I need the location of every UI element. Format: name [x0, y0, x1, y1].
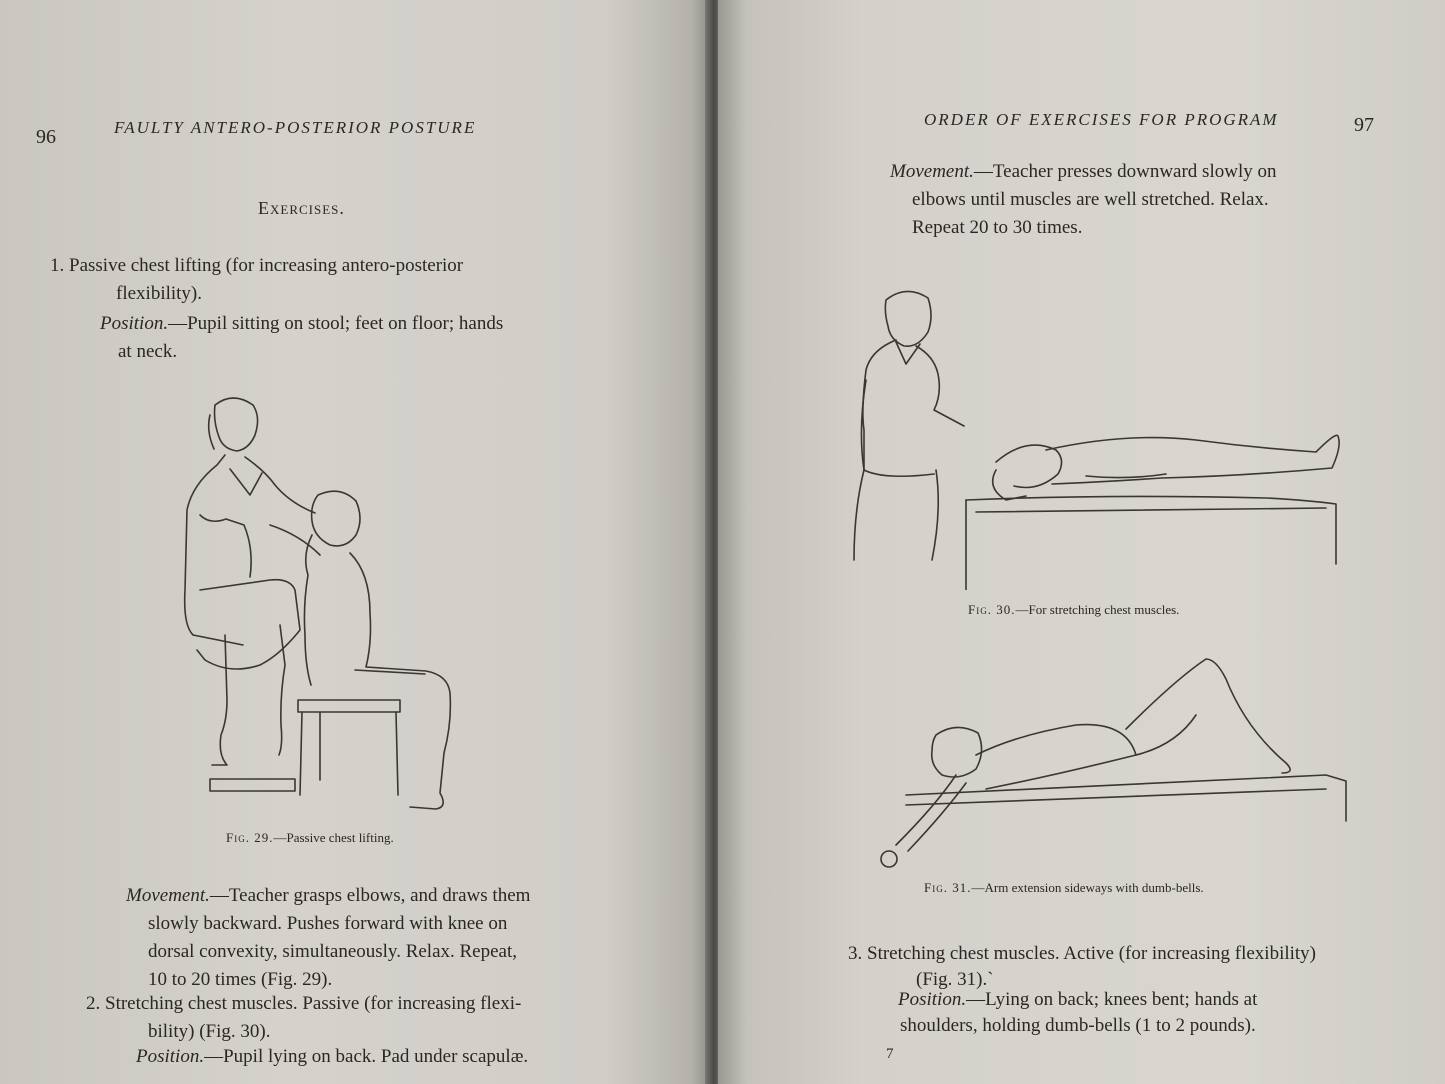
right-page — [718, 0, 1445, 1084]
right-running-head: ORDER OF EXERCISES FOR PROGRAM — [924, 110, 1279, 129]
position-2-label: Position. — [136, 1046, 205, 1067]
item-2-line-1: 2. Stretching chest muscles. Passive (for increasing flexi- — [86, 993, 522, 1014]
position-3-line-2: shoulders, holding dumb-bells (1 to 2 pounds). — [900, 1015, 1256, 1036]
movement-1-line-4: 10 to 20 times (Fig. 29). — [148, 969, 333, 990]
position-1-text: —Pupil sitting on stool; feet on floor; hands — [168, 313, 504, 334]
position-3-text: —Lying on back; knees bent; hands at — [966, 989, 1258, 1010]
position-3-label: Position. — [898, 989, 967, 1010]
position-1-line-1 — [100, 310, 503, 338]
item-2-line-2: bility) (Fig. 30). — [148, 1021, 271, 1042]
figure-31-text: —Arm extension sideways with dumb-bells. — [971, 880, 1204, 895]
right-page-number: 97 — [1354, 114, 1374, 136]
item-3-line-2: (Fig. 31).` — [916, 969, 994, 990]
movement-1-text: —Teacher grasps elbows, and draws them — [209, 885, 531, 906]
figure-30-illustration — [846, 280, 1366, 590]
movement-1-line-3: dorsal convexity, simultaneously. Relax. Repeat, — [148, 941, 518, 962]
figure-29-illustration — [170, 385, 500, 810]
movement-2-text: —Teacher presses downward slowly on — [973, 161, 1277, 182]
figure-29-caption — [226, 830, 394, 846]
figure-29-text: —Passive chest lifting. — [273, 830, 394, 845]
position-2-line — [136, 1043, 528, 1071]
figure-31-illustration — [846, 655, 1366, 880]
figure-30-label: Fig. 30. — [968, 602, 1016, 617]
movement-1-line-1 — [126, 882, 530, 910]
left-running-head: FAULTY ANTERO-POSTERIOR POSTURE — [114, 118, 477, 137]
movement-2-line-1 — [890, 158, 1276, 186]
position-1-line-2: at neck. — [118, 341, 178, 362]
item-3-line-1: 3. Stretching chest muscles. Active (for increasing flexibility) — [848, 943, 1317, 964]
left-page-number: 96 — [36, 126, 56, 148]
position-3-line-1 — [898, 986, 1257, 1014]
movement-1-line-2: slowly backward. Pushes forward with knee on — [148, 913, 508, 934]
movement-1-label: Movement. — [126, 885, 210, 906]
figure-29-label: Fig. 29. — [226, 830, 274, 845]
section-heading: Exercises. — [258, 198, 345, 218]
position-2-text: —Pupil lying on back. Pad under scapulæ. — [204, 1046, 529, 1067]
figure-31-label: Fig. 31. — [924, 880, 972, 895]
movement-2-line-2: elbows until muscles are well stretched. Relax. — [912, 189, 1269, 210]
item-1-line-1: 1. Passive chest lifting (for increasing antero-posterior — [50, 255, 464, 276]
item-1-line-2: flexibility). — [116, 283, 203, 304]
movement-2-label: Movement. — [890, 161, 974, 182]
movement-2-line-3: Repeat 20 to 30 times. — [912, 217, 1083, 238]
figure-31-caption — [924, 880, 1204, 896]
left-page — [0, 0, 712, 1084]
figure-30-caption — [968, 602, 1179, 618]
figure-30-text: —For stretching chest muscles. — [1015, 602, 1180, 617]
position-1-label: Position. — [100, 313, 169, 334]
signature-mark: 7 — [886, 1046, 894, 1062]
